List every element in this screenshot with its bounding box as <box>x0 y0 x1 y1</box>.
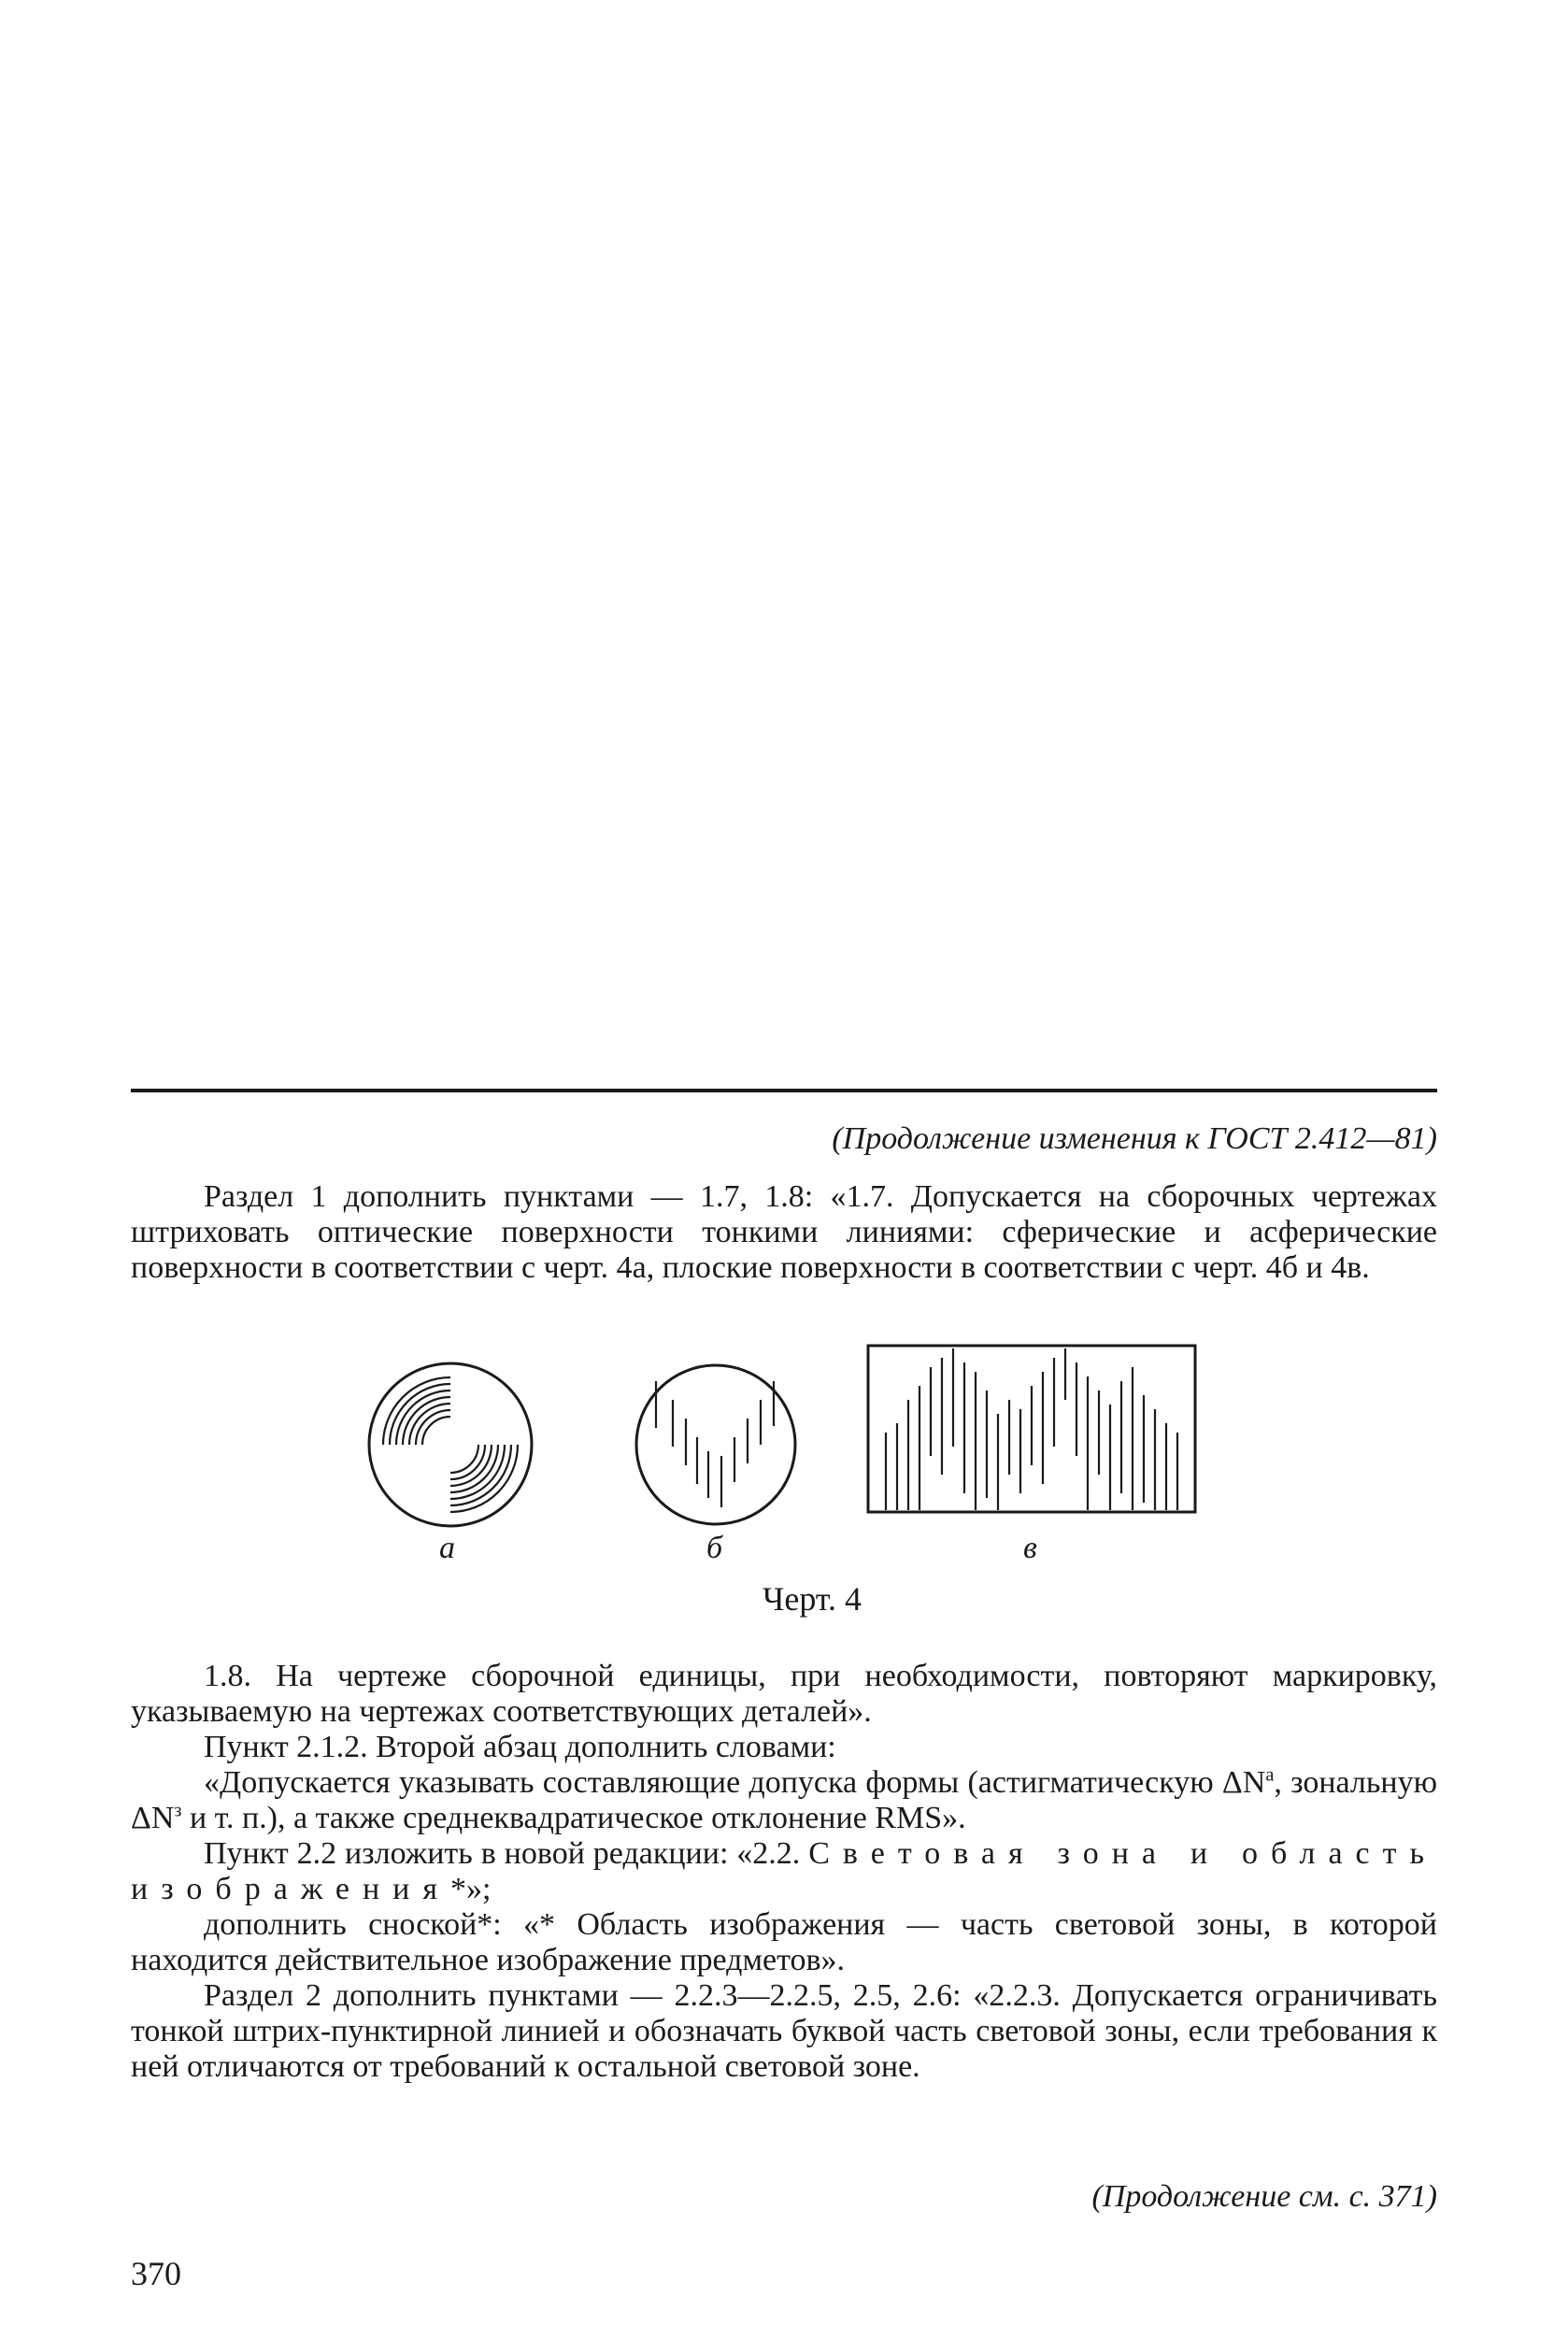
paragraph-tolerance-part2: , зональную ΔN <box>131 1765 1438 1835</box>
figure-caption <box>0 1579 1568 1619</box>
page-number: 370 <box>131 2255 181 2292</box>
paragraph-tolerance-part3: и т. п.), а также среднеквадратическое отклонение RMS». <box>181 1801 966 1835</box>
paragraph-footnote-text: дополнить сноской*: «* Область изображения — часть световой зоны, в которой находится действительное изображение предметов». <box>131 1907 1437 1977</box>
figure-label-b: б <box>706 1531 723 1565</box>
paragraph-section2 <box>131 1978 1437 2085</box>
paragraph-tolerance-part1: «Допускается указывать составляющие допуска формы (астигматическую ΔN <box>204 1765 1266 1800</box>
paragraph-footnote <box>131 1907 1437 1978</box>
paragraph-2-2 <box>131 1836 1437 1907</box>
paragraph-1-8-text: 1.8. На чертеже сборочной единицы, при необходимости, повторяют маркировку, указываемую на чертежах соответствующих деталей». <box>131 1659 1437 1729</box>
figure-4 <box>355 1344 1233 1587</box>
paragraph-1-8 <box>131 1659 1437 1730</box>
paragraph-section1 <box>131 1179 1437 1286</box>
paragraph-2-2-end: *»; <box>449 1872 492 1906</box>
paragraph-2-2-spaced-term: Световая зона и область изображения <box>131 1836 1438 1906</box>
figure-drawing <box>355 1344 1233 1587</box>
paragraph-2-1-2 <box>131 1730 1437 1765</box>
superscript-a: а <box>1265 1764 1275 1786</box>
figure-caption-text: Черт. 4 <box>763 1580 862 1618</box>
figure-c-drawing <box>868 1346 1195 1512</box>
paragraph-2-2-intro: Пункт 2.2 изложить в новой редакции: «2.2. <box>204 1836 809 1871</box>
figure-label-a: а <box>439 1531 455 1565</box>
paragraph-section2-text: Раздел 2 дополнить пунктами — 2.2.3—2.2.5, 2.5, 2.6: «2.2.3. Допускается ограничивать тонкой штрих-пунктирной линией и обозначать буквой часть световой зоны, если требования к ней отличаются от требований к остальной световой зоне. <box>131 1978 1437 2084</box>
continuation-footer: (Продолжение см. с. 371) <box>1091 2179 1437 2214</box>
figure-label-c: в <box>1023 1531 1037 1565</box>
top-rule <box>131 1089 1437 1092</box>
figure-b-drawing <box>636 1365 795 1524</box>
continuation-header: (Продолжение изменения к ГОСТ 2.412—81) <box>832 1121 1437 1156</box>
superscript-z: з <box>174 1800 182 1821</box>
figure-a-drawing <box>369 1363 532 1526</box>
paragraph-2-1-2-text: Пункт 2.1.2. Второй абзац дополнить словами: <box>204 1730 836 1764</box>
paragraph-section1-text: Раздел 1 дополнить пунктами — 1.7, 1.8: «1.7. Допускается на сборочных чертежах штриховать оптические поверхности тонкими линиями: сферические и асферические поверхности в соответствии с черт. 4а, плоские поверхности в соответствии с черт. 4б и 4в. <box>131 1179 1437 1285</box>
paragraph-tolerance <box>131 1765 1437 1836</box>
